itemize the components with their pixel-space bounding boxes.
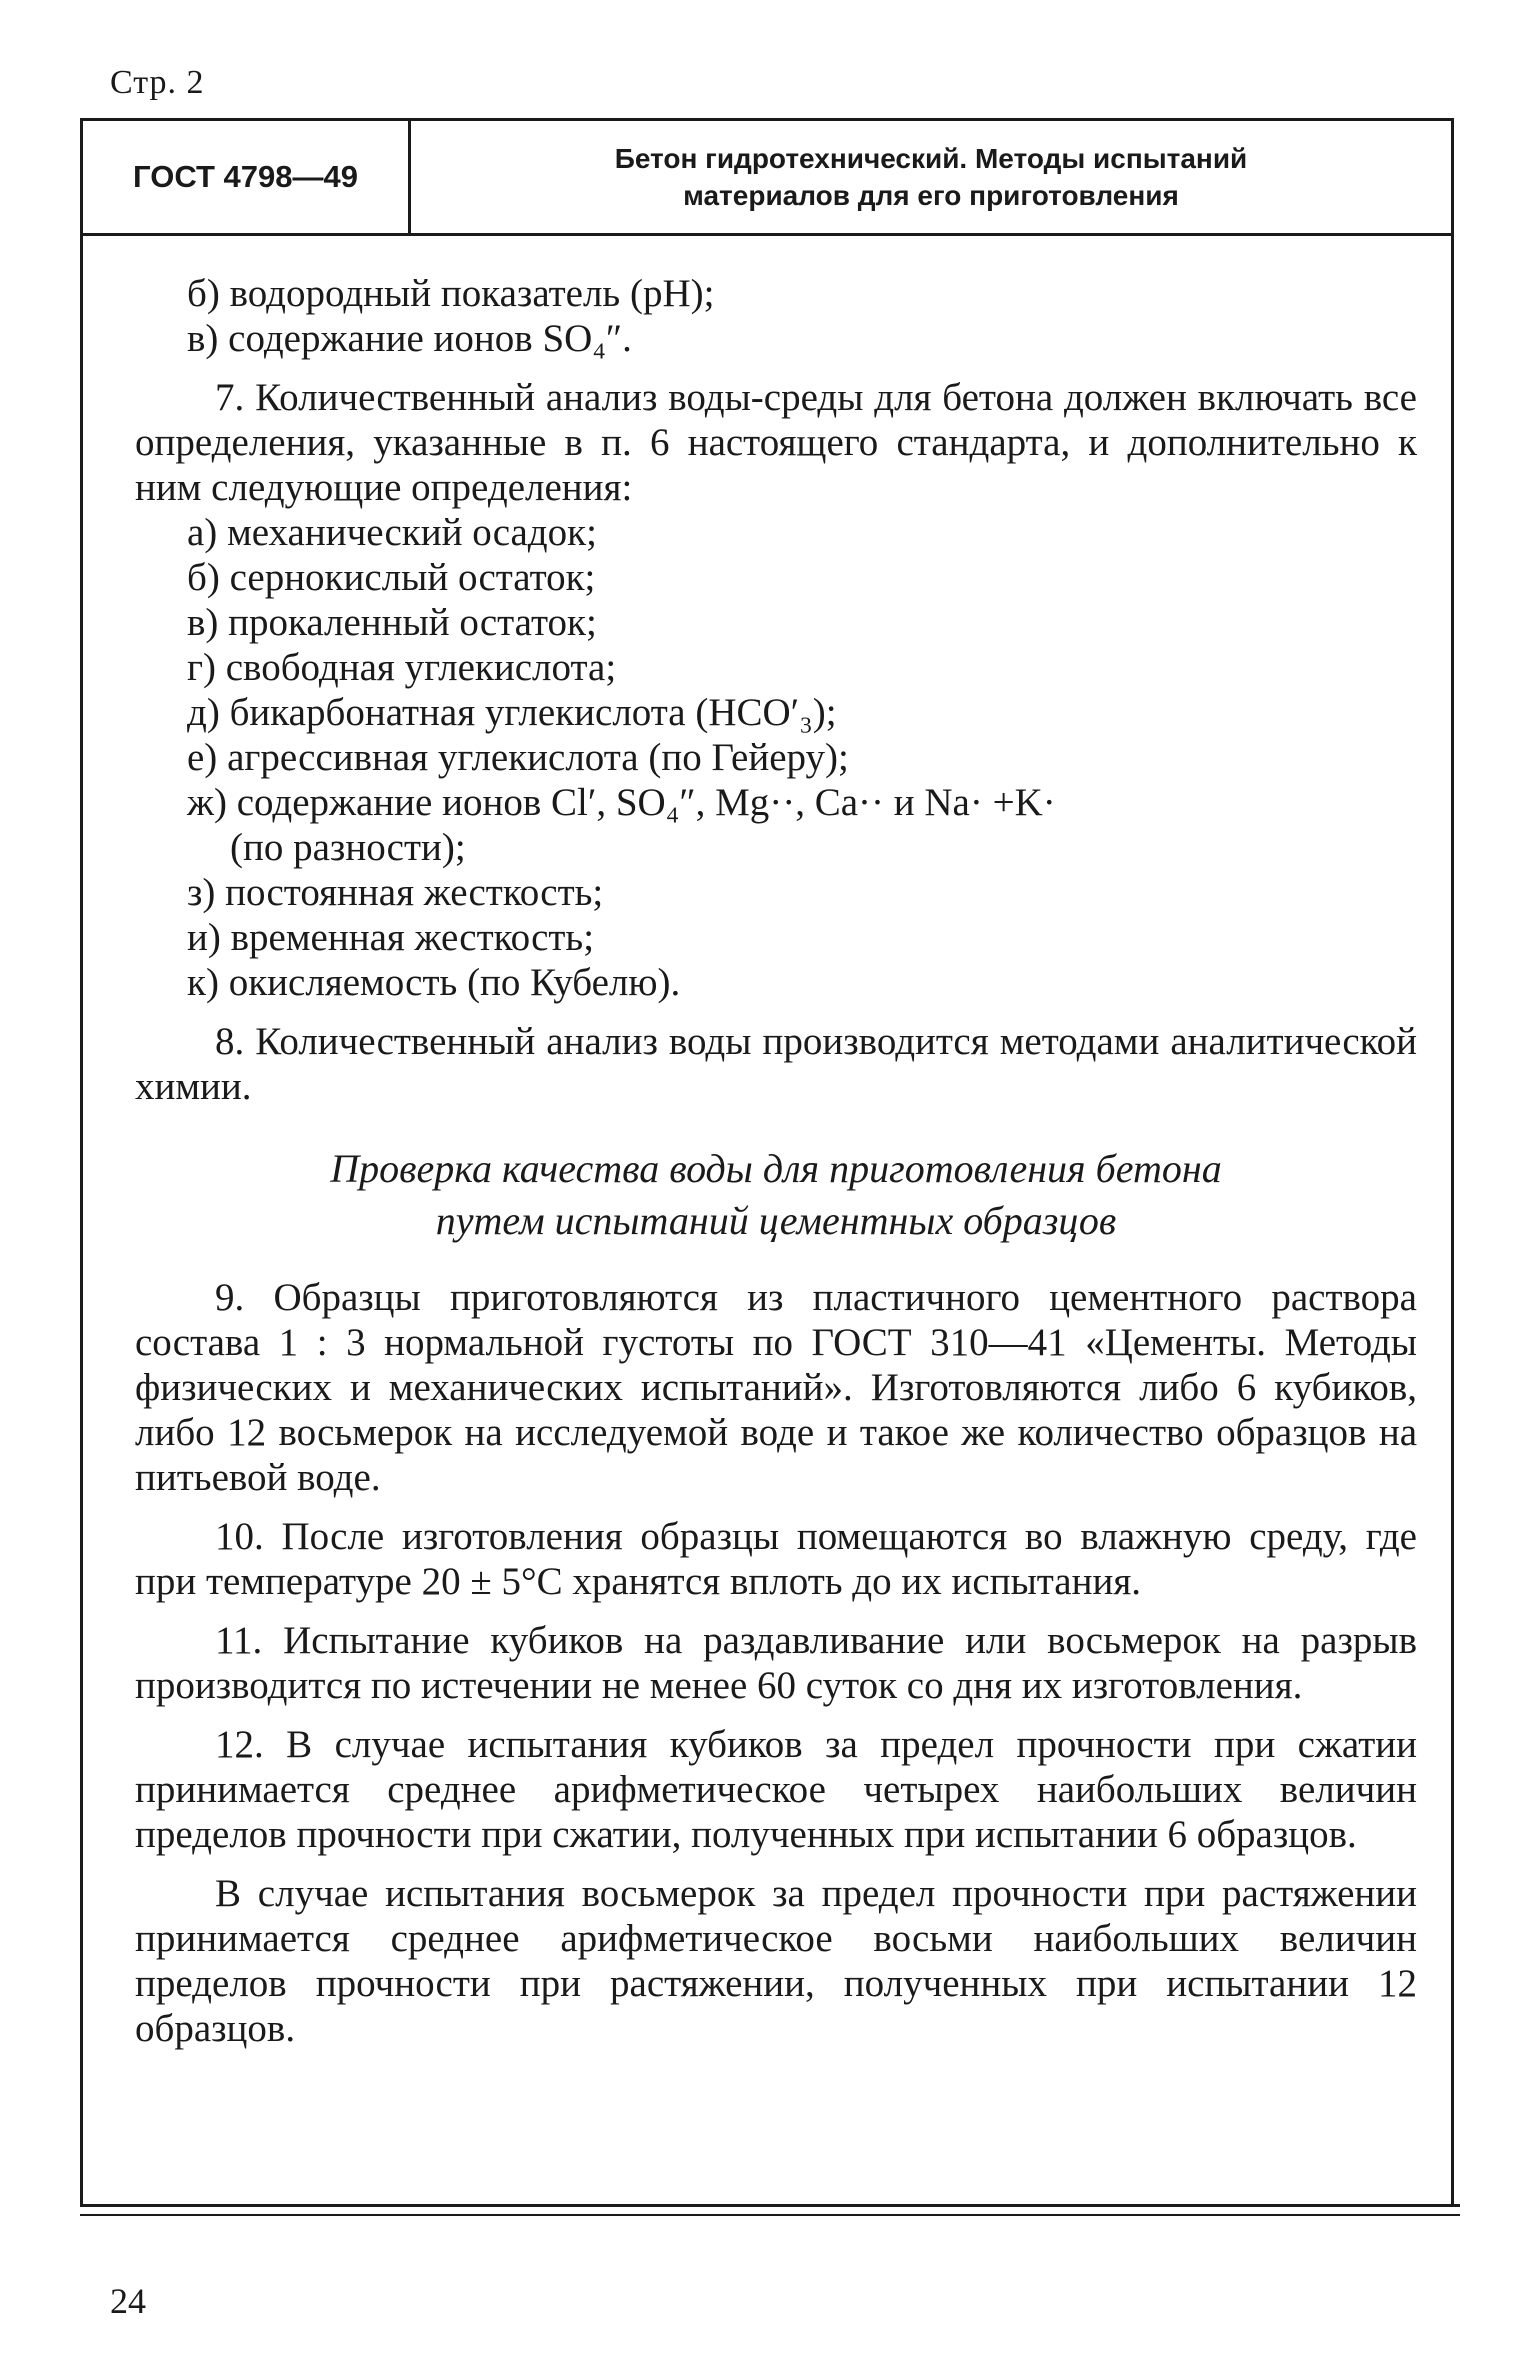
list-item: е) агрессивная углекислота (по Гейеру); <box>187 736 849 779</box>
header-title-line1: Бетон гидротехнический. Методы испытаний <box>614 143 1248 174</box>
list-item: б) водородный показатель (pH); <box>187 272 715 315</box>
list-item: к) окисляемость (по Кубелю). <box>187 961 681 1004</box>
page-number: 24 <box>110 2281 146 2321</box>
list-item: б) сернокислый остаток; <box>187 556 596 599</box>
list-item: ж) содержание ионов Cl′, SO₄″, Mg··, Ca·· и Na· +K· <box>187 781 1056 824</box>
list-item: в) прокаленный остаток; <box>187 601 597 644</box>
paragraph-12b: В случае испытания восьмерок за предел прочности при растяжении принимается среднее арифметическое восьми наибольших величин пределов прочности при растяжении, полученных при испытании 12 образцов. <box>135 1872 1417 2050</box>
page-label: Стр. 2 <box>110 64 205 101</box>
list-item-continuation: (по разности); <box>230 826 466 869</box>
list-item: д) бикарбонатная углекислота (HCO′₃); <box>187 691 837 734</box>
gost-code: ГОСТ 4798—49 <box>83 121 411 233</box>
content <box>135 271 1417 2051</box>
paragraph-9: 9. Образцы приготовляются из пластичного цементного раствора состава 1 : 3 нормальной густоты по ГОСТ 310—41 «Цементы. Методы физических и механических испытаний». Изготовляются либо 6 кубиков, либо 12 восьмерок на исследуемой воде и такое же количество образцов на питьевой воде. <box>135 1276 1417 1499</box>
paragraph-11: 11. Испытание кубиков на раздавливание или восьмерок на разрыв производится по истечении не менее 60 суток со дня их изготовления. <box>135 1619 1417 1707</box>
paragraph-8: 8. Количественный анализ воды производится методами аналитической химии. <box>135 1020 1417 1108</box>
header-title-line2: материалов для его приготовления <box>683 180 1179 211</box>
section-title: Проверка качества воды для приготовления бетона путем испытаний цементных образцов <box>330 1146 1222 1243</box>
paragraph-7: 7. Количественный анализ воды-среды для бетона должен включать все определения, указанные в п. 6 настоящего стандарта, и дополнительно к ним следующие определения: <box>135 376 1417 509</box>
paragraph-10: 10. После изготовления образцы помещаются во влажную среду, где при температуре 20 ± 5°C хранятся вплоть до их испытания. <box>135 1515 1417 1603</box>
header-title <box>411 140 1451 214</box>
list-item: з) постоянная жесткость; <box>187 871 604 914</box>
header <box>83 121 1451 236</box>
frame-bottom-rule-thin <box>80 2214 1460 2216</box>
document-frame <box>80 118 1454 2206</box>
list-item: а) механический осадок; <box>187 511 597 554</box>
list-item: и) временная жесткость; <box>187 916 595 959</box>
list-item: в) содержание ионов SO₄″. <box>187 317 632 360</box>
frame-bottom-rule <box>80 2204 1460 2207</box>
paragraph-12: 12. В случае испытания кубиков за предел прочности при сжатии принимается среднее арифметическое четырех наибольших величин пределов прочности при сжатии, полученных при испытании 6 образцов. <box>135 1723 1417 1856</box>
list-item: г) свободная углекислота; <box>187 646 617 689</box>
